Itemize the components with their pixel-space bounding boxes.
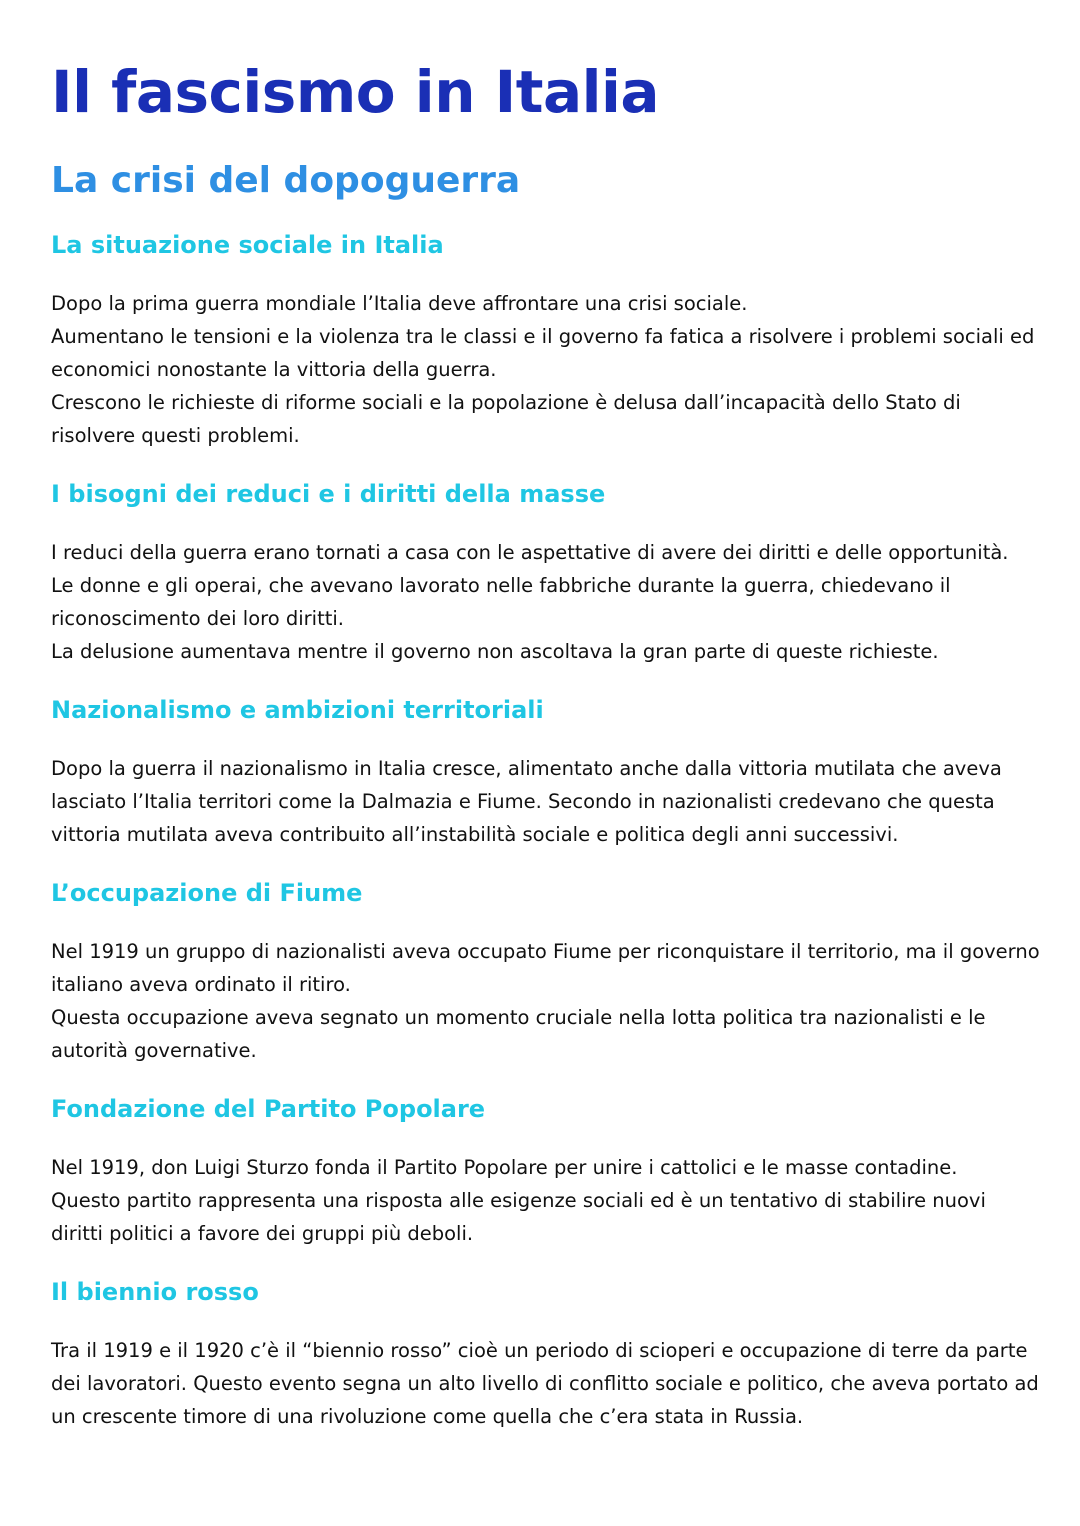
paragraph: Questa occupazione aveva segnato un momento cruciale nella lotta politica tra nazionalisti e le autorità governative.: [51, 1006, 986, 1062]
section-body: [51, 935, 1041, 1067]
paragraph: I reduci della guerra erano tornati a casa con le aspettative di avere dei diritti e delle opportunità.: [51, 541, 1009, 564]
section-bisogni-reduci: [51, 474, 1041, 668]
section-nazionalismo: [51, 690, 1041, 851]
paragraph: Aumentano le tensioni e la violenza tra le classi e il governo fa fatica a risolvere i problemi sociali ed economici nonostante la vittoria della guerra.: [51, 325, 1035, 381]
section-body: [51, 1334, 1041, 1433]
section-body: [51, 287, 1041, 452]
paragraph: Nel 1919 un gruppo di nazionalisti aveva occupato Fiume per riconquistare il territorio, ma il governo italiano aveva ordinato il ritiro.: [51, 940, 1040, 996]
paragraph: Le donne e gli operai, che avevano lavorato nelle fabbriche durante la guerra, chiedevano il riconoscimento dei loro diritti.: [51, 574, 951, 630]
section-heading: La situazione sociale in Italia: [51, 231, 444, 259]
section-situazione-sociale: [51, 225, 1041, 452]
document-page: [51, 0, 1041, 1433]
section-partito-popolare: [51, 1089, 1041, 1250]
section-body: [51, 536, 1041, 668]
section-occupazione-fiume: [51, 873, 1041, 1067]
section-heading: Nazionalismo e ambizioni territoriali: [51, 696, 544, 724]
paragraph: Nel 1919, don Luigi Sturzo fonda il Partito Popolare per unire i cattolici e le masse contadine.: [51, 1156, 958, 1179]
paragraph: Crescono le richieste di riforme sociali e la popolazione è delusa dall’incapacità dello Stato di risolvere questi problemi.: [51, 391, 961, 447]
paragraph: Dopo la guerra il nazionalismo in Italia cresce, alimentato anche dalla vittoria mutilata che aveva lasciato l’Italia territori come la Dalmazia e Fiume. Secondo in nazionalisti credevano che questa vittoria mutilata aveva contribuito all’instabilità sociale e politica degli anni successivi.: [51, 757, 1002, 846]
section-heading: I bisogni dei reduci e i diritti della masse: [51, 480, 606, 508]
section-heading: Fondazione del Partito Popolare: [51, 1095, 486, 1123]
section-body: [51, 752, 1041, 851]
paragraph: Tra il 1919 e il 1920 c’è il “biennio rosso” cioè un periodo di scioperi e occupazione di terre da parte dei lavoratori. Questo evento segna un alto livello di conflitto sociale e politico, che aveva portato ad un crescente timore di una rivoluzione come quella che c’era stata in Russia.: [51, 1339, 1039, 1428]
paragraph: La delusione aumentava mentre il governo non ascoltava la gran parte di queste richieste.: [51, 640, 939, 663]
section-biennio-rosso: [51, 1272, 1041, 1433]
page-title: Il fascismo in Italia: [51, 58, 660, 126]
page-subtitle: La crisi del dopoguerra: [51, 160, 521, 201]
paragraph: Questo partito rappresenta una risposta alle esigenze sociali ed è un tentativo di stabilire nuovi diritti politici a favore dei gruppi più deboli.: [51, 1189, 986, 1245]
paragraph: Dopo la prima guerra mondiale l’Italia deve affrontare una crisi sociale.: [51, 292, 748, 315]
section-heading: Il biennio rosso: [51, 1278, 259, 1306]
section-body: [51, 1151, 1041, 1250]
section-heading: L’occupazione di Fiume: [51, 879, 363, 907]
